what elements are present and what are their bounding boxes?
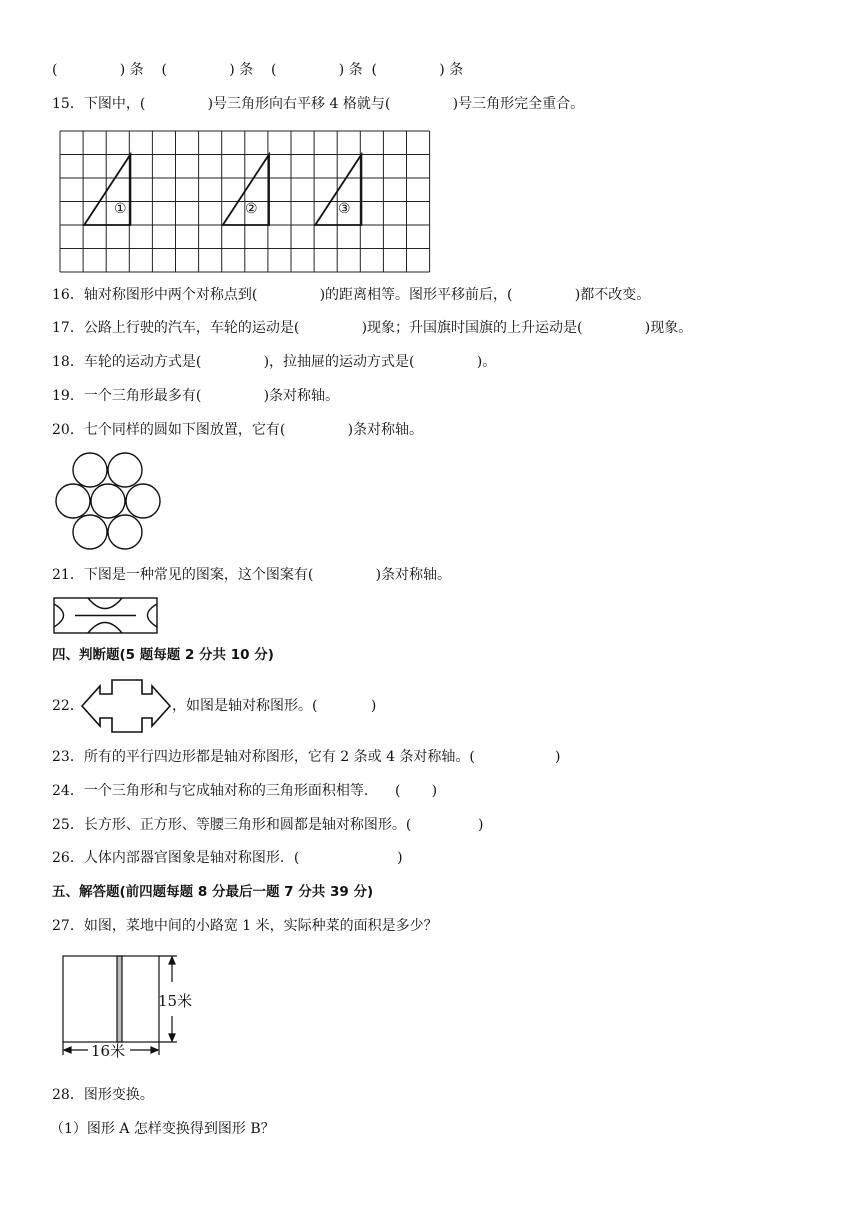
path-strip bbox=[117, 956, 122, 1042]
circle-middle-left bbox=[56, 484, 90, 518]
circle-middle-right bbox=[126, 484, 160, 518]
arrow-shape-figure bbox=[80, 678, 174, 734]
height-label: 15米 bbox=[158, 992, 193, 1010]
triangle-2-label: ② bbox=[245, 201, 258, 217]
seven-circles-figure bbox=[53, 452, 168, 557]
question-15: 15．下图中，( )号三角形向右平移 4 格就与( )号三角形完全重合。 bbox=[52, 96, 585, 112]
circle-bottom-left bbox=[73, 515, 107, 549]
question-27: 27．如图，菜地中间的小路宽 1 米，实际种菜的面积是多少？ bbox=[52, 918, 438, 934]
pattern-figure bbox=[53, 597, 159, 635]
circle-bottom-right bbox=[108, 515, 142, 549]
circle-top-right bbox=[108, 453, 142, 487]
question-24: 24．一个三角形和与它成轴对称的三角形面积相等. ( ) bbox=[52, 783, 438, 799]
question-18: 18．车轮的运动方式是( )，拉抽屉的运动方式是( )。 bbox=[52, 354, 497, 370]
question-20: 20．七个同样的圆如下图放置，它有( )条对称轴。 bbox=[52, 422, 424, 438]
question-16: 16．轴对称图形中两个对称点到( )的距离相等。图形平移前后，( )都不改变。 bbox=[52, 287, 651, 303]
question-17: 17．公路上行驶的汽车，车轮的运动是( )现象；升国旗时国旗的上升运动是( )现象。 bbox=[52, 320, 693, 336]
circle-center bbox=[91, 484, 125, 518]
garden-rectangle bbox=[63, 956, 159, 1042]
question-28-1: （1）图形 A 怎样变换得到图形 B？ bbox=[50, 1121, 275, 1137]
blank-row-q14: ( ) 条 ( ) 条 ( ) 条 ( ) 条 bbox=[52, 62, 464, 78]
question-21: 21．下图是一种常见的图案，这个图案有( )条对称轴。 bbox=[52, 567, 452, 583]
question-28: 28．图形变换。 bbox=[52, 1087, 154, 1103]
question-19: 19．一个三角形最多有( )条对称轴。 bbox=[52, 388, 340, 404]
section-4-heading: 四、判断题(5 题每题 2 分共 10 分) bbox=[52, 647, 274, 663]
triangle-1-label: ① bbox=[114, 201, 127, 217]
question-23: 23．所有的平行四边形都是轴对称图形，它有 2 条或 4 条对称轴。( ) bbox=[52, 749, 561, 765]
circle-top-left bbox=[73, 453, 107, 487]
width-label: 16米 bbox=[91, 1042, 126, 1060]
grid-figure bbox=[60, 131, 432, 273]
triangle-2 bbox=[223, 155, 269, 226]
question-25: 25．长方形、正方形、等腰三角形和圆都是轴对称图形。( ) bbox=[52, 817, 484, 833]
triangle-3 bbox=[315, 155, 361, 226]
question-26: 26．人体内部器官图象是轴对称图形．( ) bbox=[52, 850, 403, 866]
triangle-3-label: ③ bbox=[338, 201, 351, 217]
question-22-text: ，如图是轴对称图形。( ) bbox=[172, 698, 377, 714]
garden-figure bbox=[60, 954, 200, 1066]
section-5-heading: 五、解答题(前四题每题 8 分最后一题 7 分共 39 分) bbox=[52, 884, 374, 900]
question-22-number: 22． bbox=[52, 698, 84, 714]
triangle-1 bbox=[84, 155, 130, 226]
